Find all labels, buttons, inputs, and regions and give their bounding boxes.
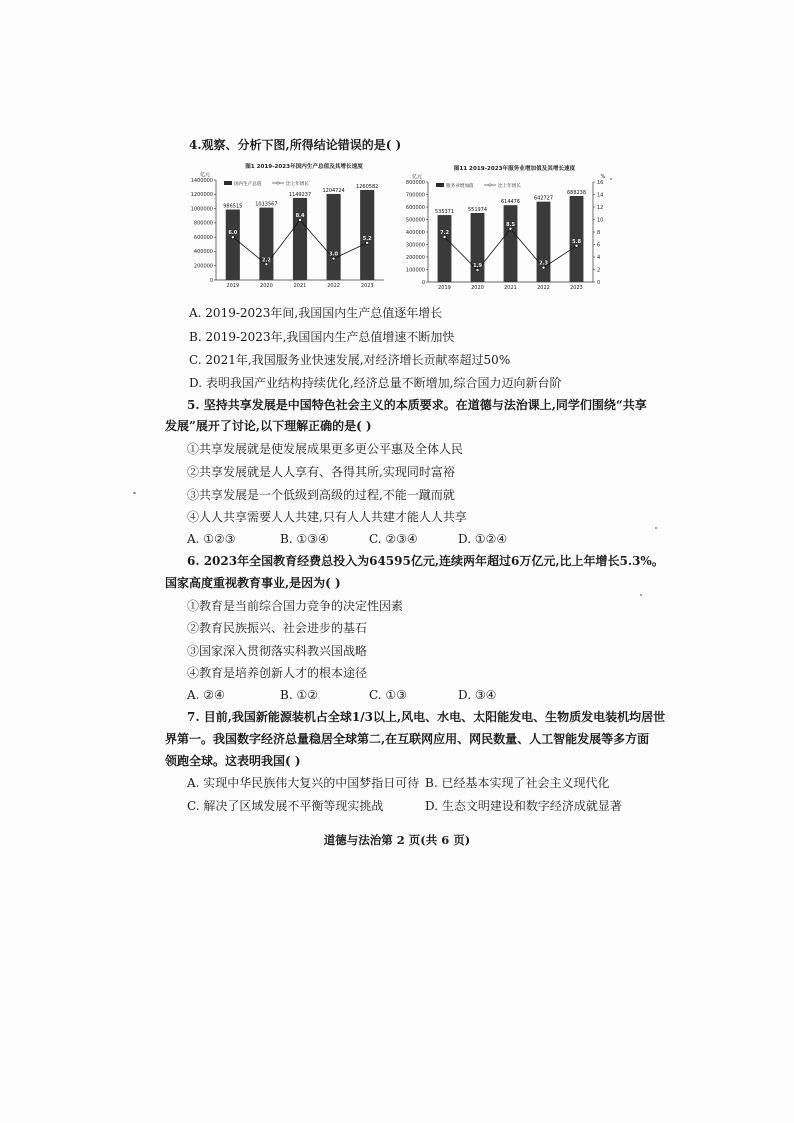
y-axis-unit: 亿元 bbox=[199, 172, 210, 178]
scan-speck bbox=[655, 527, 657, 529]
q5-option-a: A. ①②③ bbox=[187, 532, 236, 546]
q6-option-b: B. ①② bbox=[280, 688, 318, 702]
x-tick-label: 2023 bbox=[360, 283, 374, 289]
q5-statement-3: ③共享发展是一个低级到高级的过程,不能一蹴而就 bbox=[187, 488, 455, 502]
q6-stem-line1: 6. 2023年全国教育经费总投入为64595亿元,连续两年超过6万亿元,比上年增长5.3%。 bbox=[187, 554, 664, 568]
bar bbox=[504, 205, 518, 282]
scan-speck bbox=[133, 492, 136, 494]
q7-option-d: D. 生态文明建设和数字经济成就显著 bbox=[425, 799, 622, 813]
y-tick-label: 0 bbox=[421, 279, 425, 286]
bar-value-label: 642727 bbox=[533, 195, 554, 202]
bar-value-label: 688238 bbox=[566, 189, 587, 196]
bar bbox=[438, 215, 452, 282]
y-tick-label: 1200000 bbox=[190, 192, 213, 199]
q6-statement-4: ④教育是培养创新人才的根本途径 bbox=[187, 666, 368, 680]
right-axis-unit: % bbox=[600, 174, 606, 180]
growth-label: 8.4 bbox=[295, 213, 305, 219]
y-tick-label: 700000 bbox=[405, 192, 425, 199]
right-tick-label: 8 bbox=[597, 229, 601, 236]
y-tick-label: 500000 bbox=[405, 217, 425, 224]
legend-bar-label: 国内生产总值 bbox=[234, 182, 262, 187]
y-axis-unit: 亿元 bbox=[411, 174, 422, 180]
gdp-chart-svg bbox=[182, 158, 387, 293]
x-tick-label: 2022 bbox=[327, 283, 340, 289]
q5-statement-1: ①共享发展就是使发展成果更多更公平惠及全体人民 bbox=[187, 442, 464, 456]
q5-option-b: B. ①③④ bbox=[280, 532, 329, 546]
q5-statement-2: ②共享发展就是人人享有、各得其所,实现同时富裕 bbox=[187, 465, 455, 479]
growth-label: 7.2 bbox=[440, 230, 449, 236]
gdp-chart bbox=[182, 158, 387, 293]
y-tick-label: 600000 bbox=[405, 204, 425, 211]
y-tick-label: 400000 bbox=[405, 229, 425, 236]
bar-value-label: 1204724 bbox=[322, 187, 345, 194]
right-tick-label: 6 bbox=[597, 242, 601, 249]
right-tick-label: 14 bbox=[597, 192, 604, 199]
right-tick-label: 0 bbox=[597, 279, 601, 286]
x-tick-label: 2021 bbox=[504, 285, 517, 291]
y-tick-label: 800000 bbox=[193, 220, 213, 227]
q6-statement-2: ②教育民族振兴、社会进步的基石 bbox=[187, 621, 368, 635]
y-tick-label: 300000 bbox=[405, 242, 425, 249]
q7-option-a: A. 实现中华民族伟大复兴的中国梦指日可待 bbox=[187, 776, 420, 790]
q7-stem-line3: 领跑全球。这表明我国( ) bbox=[165, 754, 301, 768]
y-tick-label: 0 bbox=[209, 277, 213, 284]
q5-stem-line2: 发展”展开了讨论,以下理解正确的是( ) bbox=[165, 419, 372, 433]
growth-label: 1.9 bbox=[473, 263, 482, 270]
right-tick-label: 10 bbox=[597, 217, 604, 224]
bar bbox=[226, 210, 240, 280]
page-footer: 道德与法治第 2 页(共 6 页) bbox=[323, 833, 471, 847]
right-tick-label: 16 bbox=[597, 179, 604, 186]
right-tick-label: 2 bbox=[597, 267, 601, 274]
chart-title: 图11 2019-2023年服务业增加值及其增长速度 bbox=[453, 166, 576, 172]
legend-bar-label: 服务业增加值 bbox=[446, 184, 474, 189]
services-chart-svg bbox=[398, 160, 613, 295]
bar-value-label: 614476 bbox=[500, 199, 521, 206]
y-tick-label: 800000 bbox=[405, 179, 425, 186]
q4-option-a: A. 2019-2023年间,我国国内生产总值逐年增长 bbox=[189, 306, 443, 320]
q7-stem-line1: 7. 目前,我国新能源装机占全球1/3以上,风电、水电、太阳能发电、生物质发电装机均居世 bbox=[187, 710, 666, 724]
q7-option-c: C. 解决了区域发展不平衡等现实挑战 bbox=[187, 799, 384, 813]
legend-line-marker bbox=[277, 182, 279, 184]
growth-label: 6.0 bbox=[228, 230, 238, 237]
bar-value-label: 1149237 bbox=[288, 191, 312, 198]
growth-label: 3.0 bbox=[329, 251, 339, 258]
scan-speck bbox=[610, 178, 612, 180]
bar bbox=[327, 194, 341, 280]
x-tick-label: 2020 bbox=[471, 285, 484, 291]
q7-stem-line2: 界第一。我国数字经济总量稳居全球第二,在互联网应用、网民数量、人工智能发展等多方面 bbox=[165, 732, 650, 746]
q5-statement-4: ④人人共享需要人人共建,只有人人共建才能人人共享 bbox=[187, 510, 467, 524]
growth-label: 8.5 bbox=[506, 221, 515, 228]
q6-option-d: D. ③④ bbox=[458, 688, 497, 702]
legend-line-marker bbox=[489, 184, 491, 186]
y-tick-label: 100000 bbox=[405, 267, 425, 274]
bar bbox=[259, 208, 273, 280]
q5-stem-line1: 5. 坚持共享发展是中国特色社会主义的本质要求。在道德与法治课上,同学们围绕“共享 bbox=[187, 398, 647, 412]
y-tick-label: 1000000 bbox=[190, 206, 213, 213]
x-tick-label: 2020 bbox=[260, 283, 273, 289]
q4-option-b: B. 2019-2023年,我国国内生产总值增速不断加快 bbox=[189, 330, 455, 344]
q5-option-d: D. ①②④ bbox=[458, 532, 508, 546]
q6-option-a: A. ②④ bbox=[187, 688, 225, 702]
bar-value-label: 1013567 bbox=[255, 201, 278, 208]
q7-option-b: B. 已经基本实现了社会主义现代化 bbox=[425, 776, 610, 790]
chart-title: 图1 2019-2023年国内生产总值及其增长速度 bbox=[245, 164, 363, 170]
growth-label: 2.2 bbox=[261, 257, 271, 264]
y-tick-label: 200000 bbox=[193, 263, 213, 270]
q6-stem-line2: 国家高度重视教育事业,是因为( ) bbox=[165, 576, 341, 590]
x-tick-label: 2023 bbox=[570, 285, 583, 291]
q4-stem: 4.观察、分析下图,所得结论错误的是( ) bbox=[189, 138, 402, 152]
legend-bar-swatch bbox=[224, 181, 232, 185]
bar-value-label: 1260582 bbox=[356, 183, 379, 190]
y-tick-label: 600000 bbox=[193, 234, 213, 241]
q6-statement-3: ③国家深入贯彻落实科教兴国战略 bbox=[187, 644, 368, 658]
q4-option-c: C. 2021年,我国服务业快速发展,对经济增长贡献率超过50% bbox=[189, 353, 511, 367]
scan-speck bbox=[640, 594, 642, 596]
growth-label: 5.8 bbox=[572, 238, 581, 245]
y-tick-label: 400000 bbox=[193, 249, 213, 256]
growth-label: 5.2 bbox=[362, 235, 372, 242]
bar-value-label: 986515 bbox=[223, 203, 243, 210]
q5-option-c: C. ②③④ bbox=[369, 532, 418, 546]
x-tick-label: 2019 bbox=[226, 283, 240, 289]
growth-label: 2.3 bbox=[539, 260, 548, 267]
q6-statement-1: ①教育是当前综合国力竞争的决定性因素 bbox=[187, 599, 404, 613]
y-tick-label: 200000 bbox=[405, 254, 425, 261]
q6-option-c: C. ①③ bbox=[369, 688, 407, 702]
legend-line-label: 比上年增长 bbox=[286, 182, 309, 187]
legend-bar-swatch bbox=[436, 183, 444, 187]
bar-value-label: 551974 bbox=[467, 207, 488, 214]
services-chart bbox=[398, 160, 613, 295]
y-tick-label: 1400000 bbox=[190, 177, 213, 184]
legend-line-label: 比上年增长 bbox=[498, 184, 521, 189]
x-tick-label: 2019 bbox=[438, 285, 451, 291]
right-tick-label: 4 bbox=[597, 254, 601, 261]
bar-value-label: 535371 bbox=[434, 209, 455, 216]
x-tick-label: 2021 bbox=[293, 283, 307, 289]
bar bbox=[293, 198, 307, 280]
right-tick-label: 12 bbox=[597, 204, 604, 211]
q4-option-d: D. 表明我国产业结构持续优化,经济总量不断增加,综合国力迈向新台阶 bbox=[189, 376, 562, 390]
bar bbox=[537, 202, 551, 282]
x-tick-label: 2022 bbox=[537, 285, 550, 291]
